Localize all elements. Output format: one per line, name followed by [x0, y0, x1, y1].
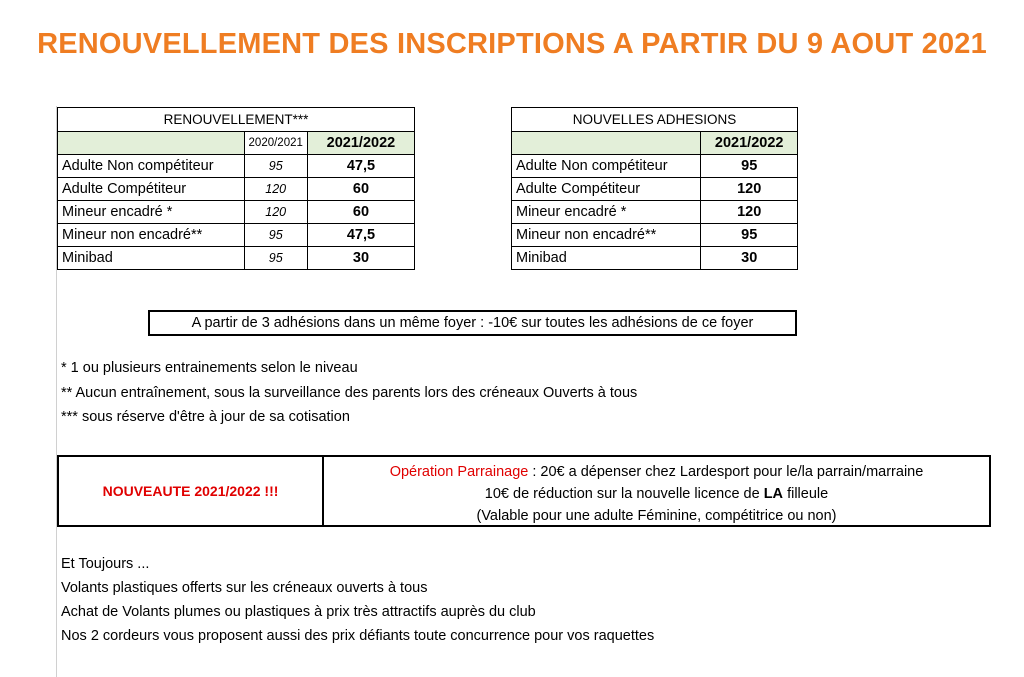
- row-label: Minibad: [58, 247, 245, 270]
- sponsorship-line-3: (Valable pour une adulte Féminine, compétitrice ou non): [476, 508, 837, 524]
- table-row: [512, 178, 798, 201]
- prev-price: 95: [244, 155, 307, 178]
- header-empty-cell: [512, 132, 701, 155]
- page-title: RENOUVELLEMENT DES INSCRIPTIONS A PARTIR DU 9 AOUT 2021: [37, 28, 987, 60]
- curr-price: 30: [701, 247, 798, 270]
- header-empty-cell: [58, 132, 245, 155]
- line2-tail: filleule: [783, 486, 829, 502]
- table-row: [58, 178, 415, 201]
- operation-text: : 20€ a dépenser chez Lardesport pour le/la parrain/marraine: [528, 464, 924, 480]
- footnote: ** Aucun entraînement, sous la surveillance des parents lors des créneaux Ouverts à tous: [61, 385, 638, 401]
- renewal-header: RENOUVELLEMENT***: [58, 108, 415, 132]
- curr-price: 47,5: [307, 224, 414, 247]
- footer-line: Volants plastiques offerts sur les créneaux ouverts à tous: [61, 580, 428, 596]
- col-curr-header: 2021/2022: [701, 132, 798, 155]
- new-members-table: [511, 107, 798, 270]
- curr-price: 120: [701, 201, 798, 224]
- curr-price: 95: [701, 155, 798, 178]
- row-label: Mineur non encadré**: [58, 224, 245, 247]
- prev-price: 95: [244, 247, 307, 270]
- prev-price: 95: [244, 224, 307, 247]
- table-row: [512, 247, 798, 270]
- table-row: [512, 224, 798, 247]
- footer-line: Nos 2 cordeurs vous proposent aussi des prix défiants toute concurrence pour vos raquettes: [61, 628, 655, 644]
- table-row: [512, 155, 798, 178]
- row-label: Adulte Non compétiteur: [512, 155, 701, 178]
- curr-price: 95: [701, 224, 798, 247]
- col-curr-header: 2021/2022: [307, 132, 414, 155]
- curr-price: 60: [307, 201, 414, 224]
- line2-text: 10€ de réduction sur la nouvelle licence de: [484, 486, 764, 502]
- col-prev-header: 2020/2021: [244, 132, 307, 155]
- sponsorship-details: [324, 457, 989, 525]
- footer-line: Et Toujours ...: [61, 556, 150, 572]
- row-label: Adulte Compétiteur: [58, 178, 245, 201]
- sponsorship-box: [57, 455, 991, 527]
- footnote: *** sous réserve d'être à jour de sa cotisation: [61, 409, 350, 425]
- curr-price: 47,5: [307, 155, 414, 178]
- sponsorship-line-2: [324, 483, 989, 505]
- prev-price: 120: [244, 201, 307, 224]
- table-row: [58, 155, 415, 178]
- line2-bold: LA: [763, 486, 784, 502]
- renewal-table: [57, 107, 415, 270]
- row-label: Minibad: [512, 247, 701, 270]
- footnote: * 1 ou plusieurs entrainements selon le niveau: [61, 360, 358, 376]
- new-members-header: NOUVELLES ADHESIONS: [512, 108, 798, 132]
- row-label: Adulte Compétiteur: [512, 178, 701, 201]
- new-badge: NOUVEAUTE 2021/2022 !!!: [59, 457, 324, 525]
- table-row: [58, 247, 415, 270]
- curr-price: 30: [307, 247, 414, 270]
- footer-line: Achat de Volants plumes ou plastiques à prix très attractifs auprès du club: [61, 604, 536, 620]
- curr-price: 120: [701, 178, 798, 201]
- household-discount-box: A partir de 3 adhésions dans un même foyer : -10€ sur toutes les adhésions de ce foyer: [148, 310, 797, 336]
- prev-price: 120: [244, 178, 307, 201]
- row-label: Mineur non encadré**: [512, 224, 701, 247]
- row-label: Mineur encadré *: [58, 201, 245, 224]
- sponsorship-line-1: [324, 461, 989, 483]
- table-row: [512, 201, 798, 224]
- row-label: Adulte Non compétiteur: [58, 155, 245, 178]
- table-row: [58, 224, 415, 247]
- row-label: Mineur encadré *: [512, 201, 701, 224]
- table-row: [58, 201, 415, 224]
- curr-price: 60: [307, 178, 414, 201]
- operation-label: Opération Parrainage: [389, 464, 529, 480]
